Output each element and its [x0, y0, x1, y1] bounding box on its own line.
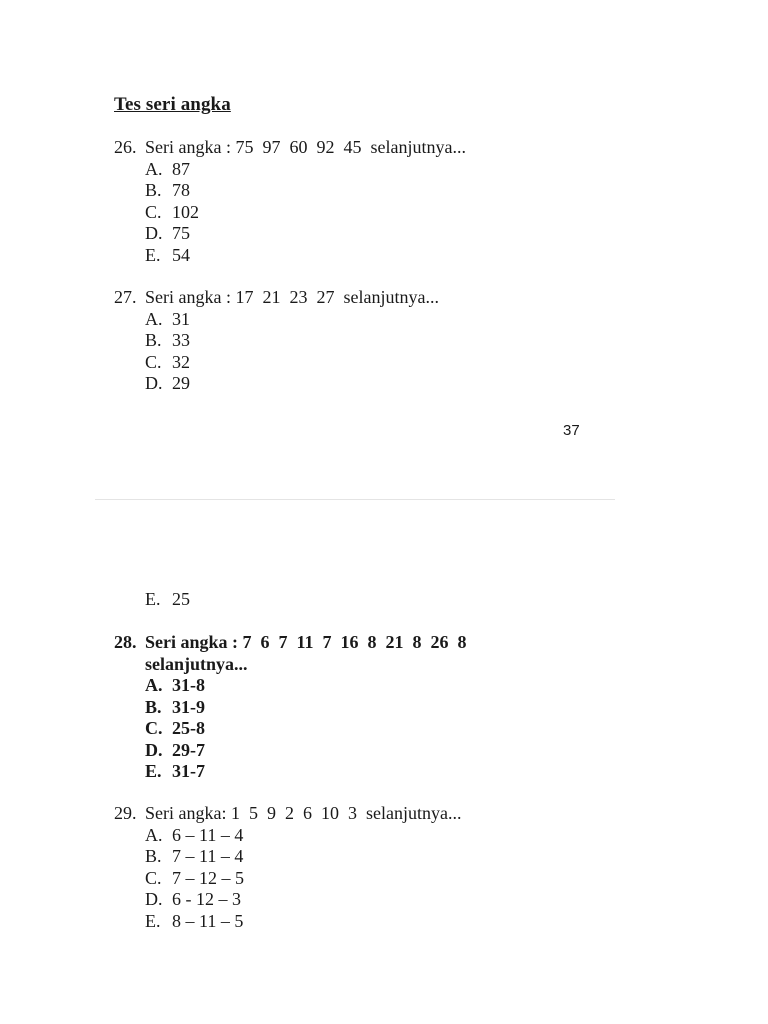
- option-value: 54: [172, 244, 190, 265]
- option-b: [114, 330, 439, 352]
- option-d: [114, 740, 467, 762]
- option-letter: C.: [145, 867, 162, 888]
- option-value: 32: [172, 351, 190, 372]
- page-38: [0, 500, 768, 1024]
- option-value: 29-7: [172, 739, 205, 760]
- option-a: [114, 675, 467, 697]
- option-value: 31: [172, 308, 190, 329]
- question-27: [114, 287, 439, 395]
- question-number: 28.: [114, 632, 137, 652]
- option-letter: D.: [145, 739, 163, 760]
- option-letter: E.: [145, 589, 161, 609]
- option-c: [114, 352, 439, 374]
- option-e: [114, 245, 466, 267]
- option-value: 29: [172, 373, 190, 393]
- option-value: 6 - 12 – 3: [172, 889, 241, 909]
- question-27-head: [114, 287, 439, 309]
- option-c: [114, 202, 466, 224]
- option-value: 75: [172, 223, 190, 243]
- page-37: [0, 0, 768, 500]
- option-letter: A.: [145, 675, 163, 695]
- option-a: [114, 825, 461, 847]
- option-value: 33: [172, 330, 190, 350]
- question-number: 26.: [114, 137, 137, 157]
- option-d: [114, 223, 466, 245]
- option-d: [114, 889, 461, 911]
- question-29-head: [114, 803, 461, 825]
- option-value: 7 – 11 – 4: [172, 846, 244, 866]
- option-letter: B.: [145, 180, 162, 200]
- question-29: [114, 803, 461, 932]
- option-letter: A.: [145, 824, 163, 845]
- option-value: 25: [172, 589, 190, 609]
- option-letter: D.: [145, 889, 163, 909]
- option-letter: B.: [145, 330, 162, 350]
- question-text: Seri angka : 7 6 7 11 7 16 8 21 8 26 8: [145, 632, 467, 652]
- option-e: [114, 761, 467, 783]
- option-value: 8 – 11 – 5: [172, 910, 244, 931]
- option-letter: D.: [145, 373, 163, 393]
- option-letter: C.: [145, 351, 162, 372]
- option-value: 78: [172, 180, 190, 200]
- option-letter: E.: [145, 244, 161, 265]
- option-value: 31-9: [172, 696, 205, 717]
- option-letter: D.: [145, 223, 163, 243]
- option-letter: C.: [145, 718, 163, 738]
- question-28: [114, 632, 467, 783]
- option-letter: A.: [145, 158, 163, 179]
- option-value: 7 – 12 – 5: [172, 867, 244, 888]
- question-26-head: [114, 137, 466, 159]
- option-b: [114, 697, 467, 719]
- option-b: [114, 846, 461, 868]
- question-text: Seri angka: 1 5 9 2 6 10 3 selanjutnya...: [145, 803, 462, 823]
- option-value: 87: [172, 158, 190, 179]
- option-d: [114, 373, 439, 395]
- page-title: Tes seri angka: [114, 94, 231, 115]
- question-number: 29.: [114, 803, 137, 823]
- option-letter: E.: [145, 910, 161, 931]
- option-value: 6 – 11 – 4: [172, 824, 244, 845]
- option-e: [114, 911, 461, 933]
- option-letter: B.: [145, 696, 162, 717]
- option-value: 102: [172, 201, 199, 222]
- question-text-continued: selanjutnya...: [145, 653, 248, 674]
- option-value: 31-7: [172, 761, 205, 781]
- question-text: Seri angka : 75 97 60 92 45 selanjutnya...: [145, 137, 466, 157]
- question-text: Seri angka : 17 21 23 27 selanjutnya...: [145, 287, 439, 307]
- option-c: [114, 868, 461, 890]
- question-28-head: [114, 632, 467, 654]
- option-letter: C.: [145, 201, 162, 222]
- option-letter: A.: [145, 308, 163, 329]
- option-value: 25-8: [172, 718, 205, 738]
- option-a: [114, 309, 439, 331]
- option-c: [114, 718, 467, 740]
- option-letter: E.: [145, 761, 162, 781]
- question-27-continued: [114, 589, 190, 611]
- question-number: 27.: [114, 287, 137, 307]
- option-value: 31-8: [172, 675, 205, 695]
- option-b: [114, 180, 466, 202]
- page-number: 37: [563, 422, 580, 439]
- option-letter: B.: [145, 846, 162, 866]
- question-26: [114, 137, 466, 266]
- option-a: [114, 159, 466, 181]
- option-e: [114, 589, 190, 611]
